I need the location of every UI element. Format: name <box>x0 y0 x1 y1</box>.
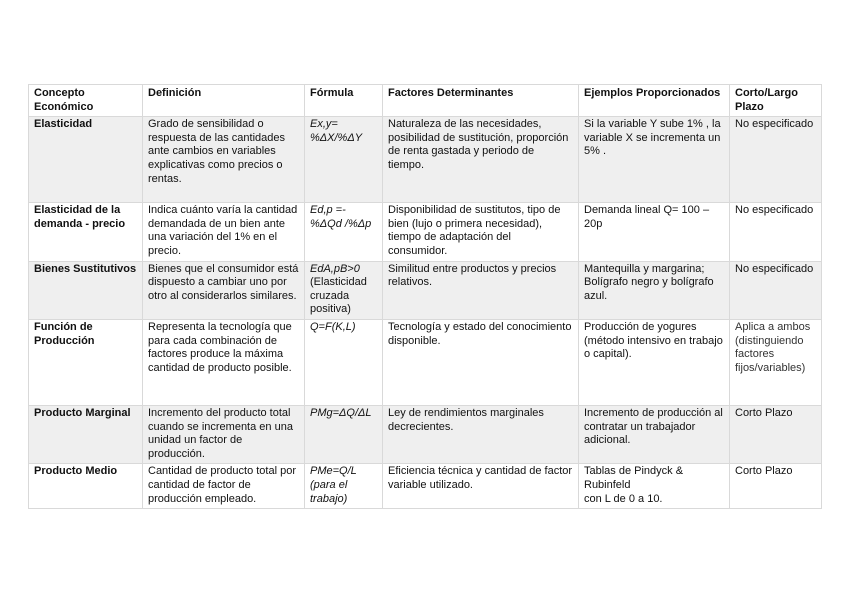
factors-cell: Naturaleza de las necesidades, posibilidad de sustitución, proporción de renta gastada y periodo de tiempo. <box>383 117 579 203</box>
concept-cell: Producto Medio <box>29 464 143 509</box>
factors-cell: Similitud entre productos y precios relativos. <box>383 261 579 319</box>
formula-cell: PMg=ΔQ/ΔL <box>305 405 383 463</box>
factors-cell: Eficiencia técnica y cantidad de factor variable utilizado. <box>383 464 579 509</box>
term-cell: No especificado <box>730 117 822 203</box>
header-ejemplos: Ejemplos Proporcionados <box>579 85 730 117</box>
examples-cell: Incremento de producción al contratar un trabajador adicional. <box>579 405 730 463</box>
table-row <box>29 203 822 261</box>
examples-cell: Mantequilla y margarina; Bolígrafo negro y bolígrafo azul. <box>579 261 730 319</box>
concept-cell: Producto Marginal <box>29 405 143 463</box>
term-cell: Corto Plazo <box>730 405 822 463</box>
examples-cell <box>579 464 730 509</box>
definition-cell: Cantidad de producto total por cantidad de factor de producción empleado. <box>143 464 305 509</box>
examples-cell: Demanda lineal Q= 100 – 20p <box>579 203 730 261</box>
table-row <box>29 405 822 463</box>
factors-cell: Tecnología y estado del conocimiento disponible. <box>383 319 579 405</box>
header-factores: Factores Determinantes <box>383 85 579 117</box>
concepts-table <box>28 84 822 509</box>
term-cell: No especificado <box>730 261 822 319</box>
term-cell: Aplica a ambos (distinguiendo factores fijos/variables) <box>730 319 822 405</box>
examples-cell: Si la variable Y sube 1% , la variable X se incrementa un 5% . <box>579 117 730 203</box>
definition-cell: Bienes que el consumidor está dispuesto a cambiar uno por otro al considerarlos similares. <box>143 261 305 319</box>
header-concepto: Concepto Económico <box>29 85 143 117</box>
formula-note: (Elasticidad cruzada positiva) <box>310 276 367 316</box>
table-row <box>29 464 822 509</box>
concept-cell: Función de Producción <box>29 319 143 405</box>
examples-cell: Producción de yogures (método intensivo en trabajo o capital). <box>579 319 730 405</box>
header-plazo: Corto/Largo Plazo <box>730 85 822 117</box>
table-header-row <box>29 85 822 117</box>
concept-cell: Elasticidad <box>29 117 143 203</box>
concept-cell: Bienes Sustitutivos <box>29 261 143 319</box>
examples-line: con L de 0 a 10. <box>584 492 663 505</box>
table-row <box>29 117 822 203</box>
formula-text: EdA,pB>0 <box>310 262 360 275</box>
formula-cell <box>305 261 383 319</box>
term-cell: Corto Plazo <box>730 464 822 509</box>
header-formula: Fórmula <box>305 85 383 117</box>
definition-cell: Incremento del producto total cuando se incrementa en una unidad un factor de producción. <box>143 405 305 463</box>
table-row <box>29 319 822 405</box>
table-row <box>29 261 822 319</box>
factors-cell: Ley de rendimientos marginales decrecientes. <box>383 405 579 463</box>
concept-cell: Elasticidad de la demanda - precio <box>29 203 143 261</box>
formula-cell: Q=F(K,L) <box>305 319 383 405</box>
examples-line: Tablas de Pindyck & Rubinfeld <box>584 465 684 491</box>
formula-cell: Ex,y= %ΔX/%ΔY <box>305 117 383 203</box>
formula-cell: Ed,p =-%ΔQd /%Δp <box>305 203 383 261</box>
factors-cell: Disponibilidad de sustitutos, tipo de bien (lujo o primera necesidad), tiempo de adaptación del consumidor. <box>383 203 579 261</box>
definition-cell: Indica cuánto varía la cantidad demandada de un bien ante una variación del 1% en el precio. <box>143 203 305 261</box>
definition-cell: Representa la tecnología que para cada combinación de factores produce la máxima cantidad de producto posible. <box>143 319 305 405</box>
header-definicion: Definición <box>143 85 305 117</box>
term-cell: No especificado <box>730 203 822 261</box>
definition-cell: Grado de sensibilidad o respuesta de las cantidades ante cambios en variables explicativas como precios o rentas. <box>143 117 305 203</box>
formula-cell: PMe=Q/L (para el trabajo) <box>305 464 383 509</box>
